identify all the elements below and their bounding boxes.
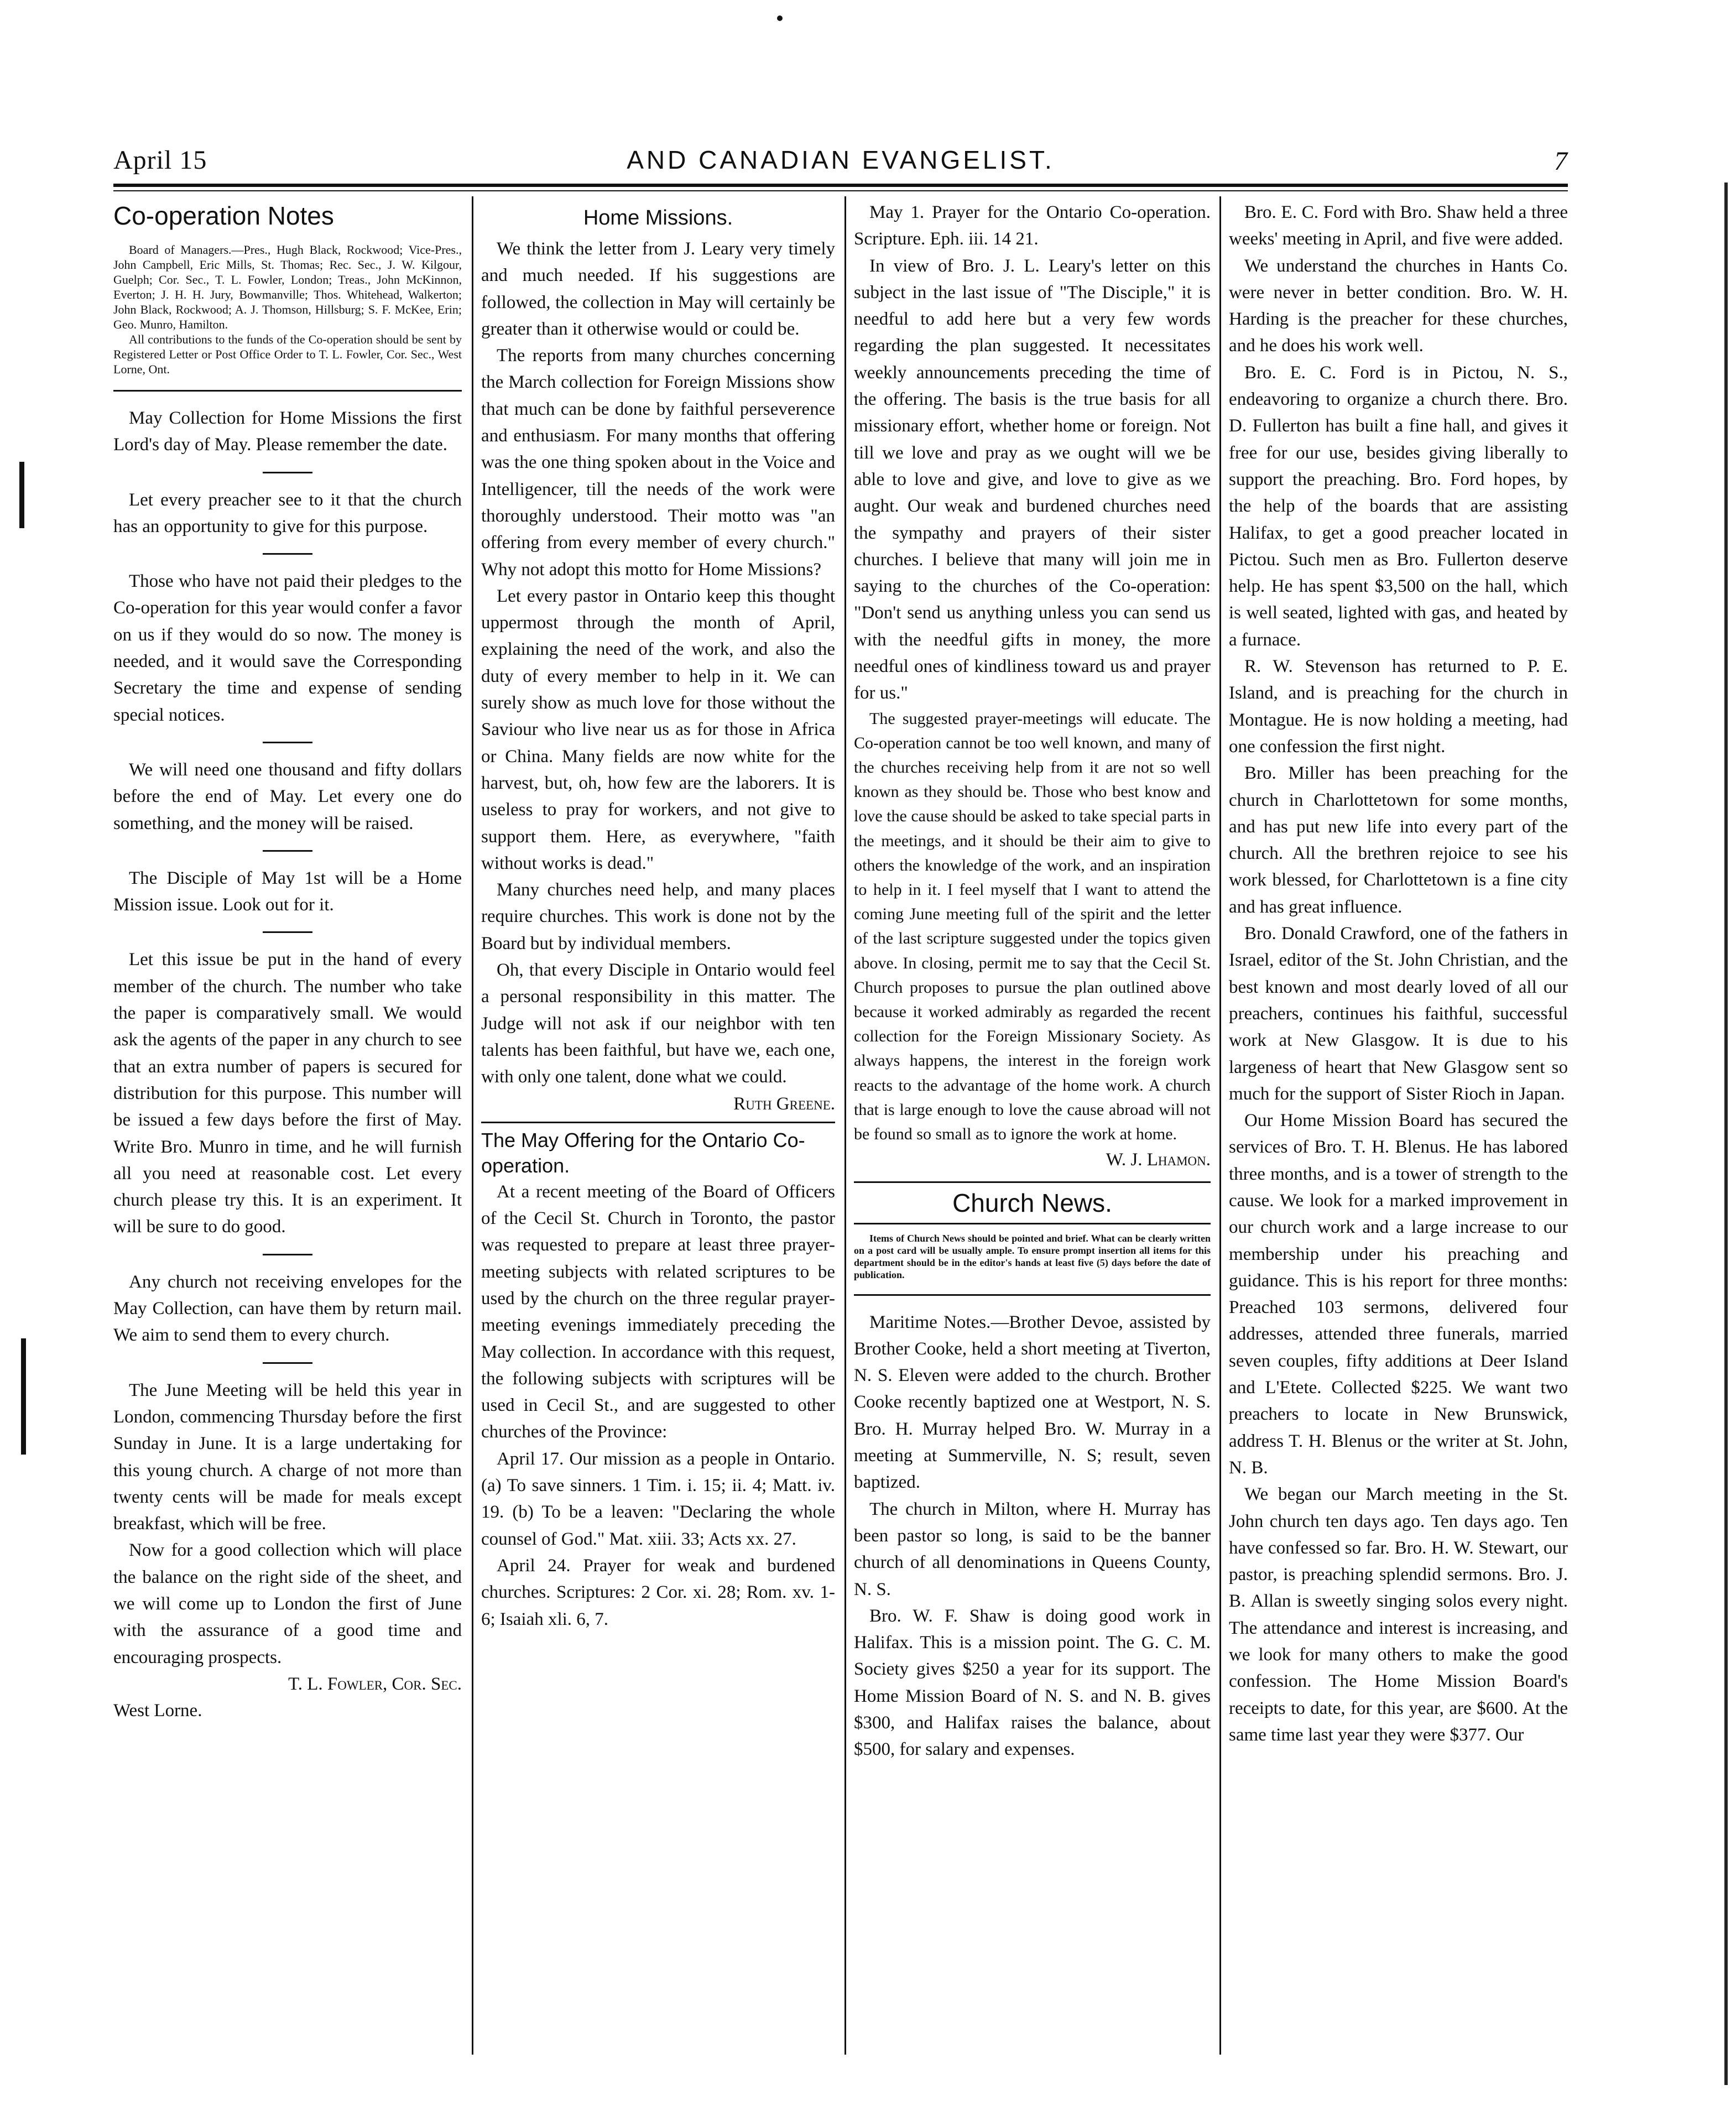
paragraph: Bro. Donald Crawford, one of the fathers in Israel, editor of the St. John Christian, and the best known and most dearly loved of all our preachers, continues his faithful, successful work at New Glasgow. It is due to his largeness of heart that New Glasgow sent so much for the support of Sister Rioch in Japan.: [1229, 924, 1568, 1104]
divider: [263, 1254, 312, 1255]
paragraph: Let this issue be put in the hand of every member of the church. The number who take the paper is comparatively small. We would ask the agents of the paper in any church to see that an extra number of papers is secured for distribution for this purpose. This number will be issued a few days before the first of May. Write Bro. Munro in time, and he will furnish all you need at reasonable cost. Let every church please try this. It is an experiment. It will be sure to do good.: [113, 950, 462, 1237]
column-rule: [844, 196, 846, 2055]
margin-mark: [21, 1338, 26, 1455]
margin-mark: [19, 462, 24, 528]
margin-mark: [1724, 183, 1728, 2085]
paragraph: Those who have not paid their pledges to the Co-operation for this year would confer a favor on us if they would do so now. The money is needed, and it would save the Corresponding Secretary the time and expense of sending special notices.: [113, 571, 462, 725]
signature-location: West Lorne.: [113, 1701, 202, 1721]
paragraph: In view of Bro. J. L. Leary's letter on this subject in the last issue of "The Disciple," it is needful to add here but a very few words regarding the plan suggested. It necessitates weekly announcements preceding the time of the offering. The basis is the true basis for all missionary effort, whether home or foreign. Not till we love and pray as we ought will we be able to love and give, and love to give as we aught. Our weak and burdened churches need the sympathy and prayers of their sister churches. I believe that many will join me in saying to the churches of the Co-operation: "Don't send us anything unless you can send us with the needful gifts in money, the more needful ones of kindliness toward us and prayer for us.": [854, 256, 1211, 703]
paragraph: Bro. E. C. Ford with Bro. Shaw held a three weeks' meeting in April, and five were added.: [1229, 202, 1568, 249]
paragraph: We will need one thousand and fifty dollars before the end of May. Let every one do something, and the money will be raised.: [113, 759, 462, 833]
divider: [263, 1362, 312, 1364]
paragraph: Oh, that every Disciple in Ontario would feel a personal responsibility in this matter. The Judge will not ask if our neighbor with ten talents has been faithful, but have we, each one, with only one talent, done what we could.: [481, 960, 835, 1087]
co-operation-notes-heading: Co-operation Notes: [113, 201, 334, 230]
paragraph: Let every preacher see to it that the church has an opportunity to give for this purpose.: [113, 489, 462, 536]
paragraph: The church in Milton, where H. Murray has been pastor so long, is said to be the banner church of all denominations in Queens County, N. S.: [854, 1499, 1211, 1599]
paragraph: April 24. Prayer for weak and burdened churches. Scriptures: 2 Cor. xi. 28; Rom. xv. 1-6; Isaiah xli. 6, 7.: [481, 1555, 835, 1629]
paragraph: We understand the churches in Hants Co. were never in better condition. Bro. W. H. Harding is the preacher for these churches, and he does his work well.: [1229, 256, 1568, 356]
paragraph: The suggested prayer-meetings will educate. The Co-operation cannot be too well known, and many of the churches receiving help from it are not so well known as they should be. Those who best know and love the cause should be asked to take special parts in the meetings, and it should be their aim to give to others the knowledge of the work, and an inspiration to help in it. I feel myself that I want to attend the coming June meeting full of the spirit and the letter of the last scripture suggested under the topics given above. In closing, permit me to say that the Cecil St. Church proposes to pursue the plan outlined above because it worked admirably as regarded the recent collection for the Foreign Missionary Society. As always happens, the interest in the foreign work reacts to the advantage of the home work. A church that is large enough to love the cause abroad will not be found so small as to ignore the work at home.: [854, 709, 1211, 1144]
paragraph: At a recent meeting of the Board of Officers of the Cecil St. Church in Toronto, the pastor was requested to prepare at least three prayer-meeting subjects with related scriptures to be used by the church on the three regular prayer-meeting evenings immediately preceding the May collection. In accordance with this request, the following subjects with scriptures will be used in Cecil St., and are suggested to other churches of the Province:: [481, 1181, 835, 1442]
column-3: [854, 199, 1211, 1763]
church-news-heading: Church News.: [952, 1188, 1112, 1217]
divider: [263, 553, 312, 555]
board-of-managers: Board of Managers.—Pres., Hugh Black, Rockwood; Vice-Pres., John Campbell, Eric Mills, St. Thomas; Rec. Sec., J. W. Kilgour, Guelph; Cor. Sec., T. L. Fowler, London; Treas., John McKinnon, Everton; J. H. H. Jury, Bowmanville; Thos. Whitehead, Walkerton; John Black, Rockwood; A. J. Thomson, Hillsburg; S. F. McKee, Erin; Geo. Munro, Hamilton.: [113, 243, 462, 331]
paragraph: Now for a good collection which will place the balance on the right side of the sheet, and we will come up to London the first of June with the assurance of a good time and encouraging prospects.: [113, 1540, 462, 1667]
paragraph: The Disciple of May 1st will be a Home Mission issue. Look out for it.: [113, 868, 462, 915]
paragraph: May Collection for Home Missions the first Lord's day of May. Please remember the date.: [113, 408, 462, 455]
church-news-banner: [854, 1181, 1211, 1224]
divider: [263, 472, 312, 473]
paragraph: Any church not receiving envelopes for the May Collection, can have them by return mail. We aim to send them to every church.: [113, 1271, 462, 1346]
signature: Ruth Greene.: [733, 1093, 835, 1114]
contributions-notice: All contributions to the funds of the Co-operation should be sent by Registered Letter or Post Office Order to T. L. Fowler, Cor. Sec., West Lorne, Ont.: [113, 332, 462, 376]
paragraph: April 17. Our mission as a people in Ontario. (a) To save sinners. 1 Tim. i. 15; ii. 4; Matt. iv. 19. (b) To be a leaven: "Declaring the whole counsel of God." Mat. xiii. 33; Acts xx. 27.: [481, 1448, 835, 1549]
issue-date: April 15: [113, 145, 207, 175]
divider: [113, 390, 462, 392]
paragraph: Bro. Miller has been preaching for the church in Charlottetown for some months, and has put new life into every part of the church. All the brethren rejoice to see his work blessed, for Charlottetown is a fine city and has great influence.: [1229, 763, 1568, 917]
divider: [481, 1122, 835, 1123]
paragraph: Bro. W. F. Shaw is doing good work in Halifax. This is a mission point. The G. C. M. Society gives $250 a year for its support. The Home Mission Board of N. S. and N. B. gives $300, and Halifax raises the balance, about $500, for salary and expenses.: [854, 1606, 1211, 1760]
page-number: 7: [1554, 147, 1568, 176]
paragraph: R. W. Stevenson has returned to P. E. Island, and is preaching for the church in Montague. He is now holding a meeting, had one confession the first night.: [1229, 656, 1568, 757]
paragraph: We began our March meeting in the St. John church ten days ago. Ten days ago. Ten have confessed so far. Bro. H. W. Stewart, our pastor, is preaching splendid sermons. Bro. J. B. Allan is sweetly singing solos every night. The attendance and interest is increasing, and we look for many others to make the good confession. The Home Mission Board's receipts to date, for this year, are $600. At the same time last year they were $377. Our: [1229, 1484, 1568, 1745]
paragraph: Many churches need help, and many places require churches. This work is done not by the Board but by individual members.: [481, 880, 835, 953]
publication-title: AND CANADIAN EVANGELIST.: [627, 145, 1055, 174]
header-rule-thin: [113, 190, 1568, 191]
divider: [854, 1294, 1211, 1296]
column-rule: [1219, 196, 1221, 2055]
paragraph: The reports from many churches concerning the March collection for Foreign Missions show that much can be done by faithful perseverence and enthusiasm. For many months that offering was the one thing spoken about in the Voice and Intelligencer, till the needs of the work were thoroughly understood. Their motto was "an offering from every member of every church." Why not adopt this motto for Home Missions?: [481, 346, 835, 580]
paragraph: We think the letter from J. Leary very timely and much needed. If his suggestions are followed, the collection in May will certainly be greater than it otherwise would or could be.: [481, 239, 835, 339]
page-header: [113, 145, 1568, 176]
header-rule-thick: [113, 184, 1568, 187]
divider: [263, 850, 312, 852]
paragraph: Maritime Notes.—Brother Devoe, assisted by Brother Cooke, held a short meeting at Tiverton, N. S. Eleven were added to the church. Brother Cooke recently baptized one at Westport, N. S. Bro. H. Murray helped Bro. W. Murray in a meeting at Summerville, N. S; result, seven baptized.: [854, 1312, 1211, 1493]
signature: T. L. Fowler, Cor. Sec.: [288, 1674, 462, 1694]
paragraph: Bro. E. C. Ford is in Pictou, N. S., endeavoring to organize a church there. Bro. D. Fullerton has built a fine hall, and gives it free for our use, besides giving liberally to support the preaching. Bro. Ford hopes, by the help of the boards that are assisting Halifax, to get a good preacher located in Pictou. Such men as Bro. Fullerton deserve help. He has spent $3,500 on the hall, which is well seated, lighted with gas, and heated by a furnace.: [1229, 362, 1568, 650]
ink-dot: [777, 15, 783, 21]
divider: [263, 742, 312, 743]
paragraph: The June Meeting will be held this year in London, commencing Thursday before the first Sunday in June. It is a large undertaking for this young church. A charge of not more than twenty cents will be made for meals except breakfast, which will be free.: [113, 1380, 462, 1534]
may-offering-heading: The May Offering for the Ontario Co-operation.: [481, 1128, 805, 1177]
divider: [263, 931, 312, 933]
signature: W. J. Lhamon.: [1106, 1150, 1211, 1170]
paragraph: May 1. Prayer for the Ontario Co-operation. Scripture. Eph. iii. 14 21.: [854, 202, 1211, 249]
column-rule: [472, 196, 473, 2055]
column-4: [1229, 199, 1568, 1748]
column-1: [113, 199, 462, 1724]
paragraph: Our Home Mission Board has secured the services of Bro. T. H. Blenus. He has labored three months, and is a tower of strength to the cause. We look for a marked improvement in our church work and a large increase to our membership under his preaching and guidance. This is his report for three months: Preached 103 sermons, delivered four addresses, attended three funerals, married seven couples, fifty additions at Deer Island and L'Etete. Collected $225. We want two preachers to locate in New Brunswick, address T. H. Blenus or the writer at St. John, N. B.: [1229, 1111, 1568, 1478]
church-news-notice: Items of Church News should be pointed and brief. What can be clearly written on a post card will be usually ample. To ensure prompt insertion all items for this department should be in the editor's hands at least five (5) days before the date of publication.: [854, 1232, 1211, 1280]
home-missions-heading: Home Missions.: [583, 206, 733, 230]
paragraph: Let every pastor in Ontario keep this thought uppermost through the month of April, explaining the need of the work, and also the duty of every member to help in it. We can surely show as much love for those without the Saviour who live near us as for those in Africa or China. Many fields are now white for the harvest, but, oh, how few are the laborers. It is useless to pray for workers, and not give to support them. Here, as everywhere, "faith without works is dead.": [481, 586, 835, 873]
column-2: [481, 199, 835, 1633]
